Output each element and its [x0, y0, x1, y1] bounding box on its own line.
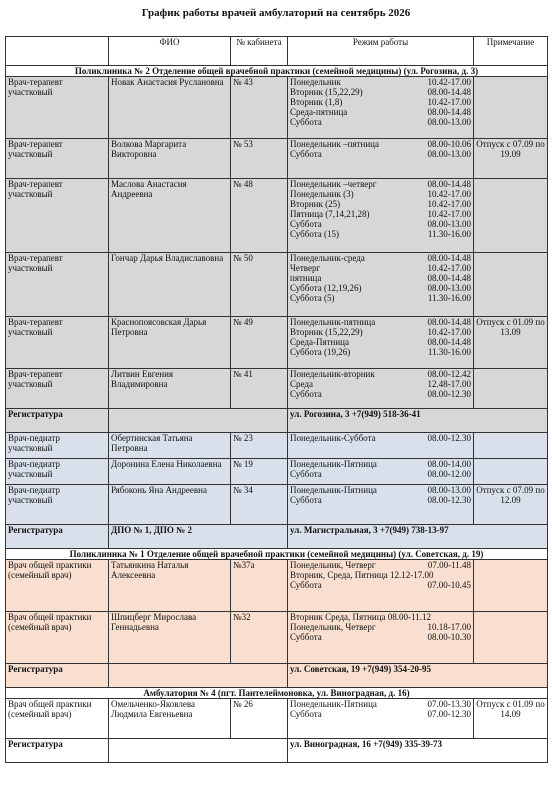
doctor-role: Врач-педиатр участковый — [6, 433, 109, 459]
registry-address-phone: ул. Рогозина, 3 +7(949) 518-36-41 — [288, 409, 548, 433]
schedule-line — [290, 699, 471, 709]
registry-row — [6, 664, 548, 688]
schedule-cell — [288, 179, 474, 253]
registry-label: Регистратура — [6, 409, 109, 433]
doctor-row — [6, 317, 548, 369]
schedule-line — [290, 709, 471, 719]
schedule-line — [290, 189, 471, 199]
doctor-name: Литвин Евгения Владимировна — [109, 369, 231, 409]
schedule-day: Вторник, Среда, Пятница 12.12-17.00 — [290, 570, 434, 580]
schedule-time: 08.00-14.48 — [427, 337, 471, 347]
registry-row — [6, 739, 548, 763]
schedule-time: 08.00-14.48 — [427, 273, 471, 283]
schedule-time: 10.42-17.00 — [427, 209, 471, 219]
schedule-line — [290, 580, 471, 590]
schedule-day: Среда-Пятница — [290, 337, 349, 347]
registry-departments — [109, 664, 288, 688]
doctor-role: Врач общей практики (семейный врач) — [6, 560, 109, 612]
doctor-row — [6, 369, 548, 409]
schedule-table — [5, 36, 548, 763]
schedule-line — [290, 273, 471, 283]
doctor-row — [6, 253, 548, 317]
doctor-row — [6, 699, 548, 739]
schedule-time: 08.00-14.48 — [427, 317, 471, 327]
room-number: № 26 — [231, 699, 288, 739]
schedule-time: 08.00-12.00 — [427, 469, 471, 479]
room-number: №32 — [231, 612, 288, 664]
schedule-day: Суббота — [290, 117, 322, 127]
room-number: № 48 — [231, 179, 288, 253]
room-number: №37а — [231, 560, 288, 612]
schedule-cell — [288, 699, 474, 739]
doctor-name: Татьянкина Наталья Алексеевна — [109, 560, 231, 612]
doctor-name: Омельченко-Яковлева Людмила Евгеньевна — [109, 699, 231, 739]
schedule-time: 08.00-12.30 — [427, 433, 471, 443]
section-heading: Амбулатория № 4 (пгт. Пантелеймоновка, ул. Виноградная, д. 16) — [6, 688, 548, 699]
schedule-line — [290, 209, 471, 219]
schedule-day: Понедельник –пятница — [290, 139, 379, 149]
doctor-role: Врач общей практики (семейный врач) — [6, 699, 109, 739]
schedule-day: Суббота (5) — [290, 293, 335, 303]
schedule-time: 12.48-17.00 — [427, 379, 471, 389]
registry-departments — [109, 409, 288, 433]
schedule-day: Понедельник-Пятница — [290, 699, 377, 709]
schedule-day: Суббота (15) — [290, 229, 339, 239]
header-row — [6, 37, 548, 66]
schedule-cell — [288, 485, 474, 525]
schedule-time: 11.30-16.00 — [427, 293, 471, 303]
schedule-time: 11.30-16.00 — [427, 347, 471, 357]
schedule-time: 08.00-13.00 — [427, 117, 471, 127]
schedule-line — [290, 622, 471, 632]
schedule-line — [290, 199, 471, 209]
doctor-name: Маслова Анастасия Андреевна — [109, 179, 231, 253]
schedule-day: Суббота — [290, 495, 322, 505]
schedule-line — [290, 433, 471, 443]
schedule-line — [290, 263, 471, 273]
schedule-line — [290, 459, 471, 469]
schedule-line — [290, 379, 471, 389]
registry-label: Регистратура — [6, 525, 109, 549]
note-cell — [474, 560, 548, 612]
schedule-cell — [288, 560, 474, 612]
schedule-cell — [288, 77, 474, 139]
doctor-name: Гончар Дарья Владиславовна — [109, 253, 231, 317]
doctor-name: Рябоконь Яна Андреевна — [109, 485, 231, 525]
schedule-line — [290, 317, 471, 327]
schedule-time: 08.00-12.42 — [427, 369, 471, 379]
room-number: № 43 — [231, 77, 288, 139]
schedule-day: Суббота — [290, 469, 322, 479]
schedule-day: Понедельник-Суббота — [290, 433, 376, 443]
schedule-time: 10.42-17.00 — [427, 77, 471, 87]
schedule-day: Вторник Среда, Пятница 08.00-11.12 — [290, 612, 431, 622]
schedule-time: 11.30-16.00 — [427, 229, 471, 239]
schedule-line — [290, 283, 471, 293]
schedule-time: 08.00-10.06 — [427, 139, 471, 149]
schedule-time: 08.00-10.30 — [427, 632, 471, 642]
schedule-day: Суббота (19,26) — [290, 347, 351, 357]
header-role — [6, 37, 109, 66]
schedule-line — [290, 485, 471, 495]
schedule-line — [290, 139, 471, 149]
schedule-day: Суббота — [290, 149, 322, 159]
schedule-line — [290, 347, 471, 357]
schedule-time: 08.00-14.00 — [427, 459, 471, 469]
schedule-day: Вторник (15,22,29) — [290, 87, 363, 97]
schedule-time: 08.00-13.00 — [427, 219, 471, 229]
room-number: № 19 — [231, 459, 288, 485]
schedule-day: Суббота — [290, 219, 322, 229]
schedule-day: Понедельник, Четверг — [290, 560, 376, 570]
schedule-day: Понедельник –четверг — [290, 179, 377, 189]
schedule-time: 10.42-17.00 — [427, 263, 471, 273]
registry-address-phone: ул. Советская, 19 +7(949) 354-20-95 — [288, 664, 548, 688]
schedule-time: 08.00-13.00 — [427, 149, 471, 159]
schedule-cell — [288, 139, 474, 179]
doctor-role: Врач общей практики (семейный врач) — [6, 612, 109, 664]
schedule-time: 07.00-10.45 — [427, 580, 471, 590]
schedule-time: 08.00-14.48 — [427, 253, 471, 263]
schedule-day: Суббота — [290, 632, 322, 642]
doctor-name: Новак Анастасия Руслановна — [109, 77, 231, 139]
schedule-time: 08.00-13.00 — [427, 485, 471, 495]
schedule-line — [290, 327, 471, 337]
doctor-role: Врач-педиатр участковый — [6, 459, 109, 485]
schedule-day: Понедельник-вторник — [290, 369, 375, 379]
header-name: ФИО — [109, 37, 231, 66]
schedule-day: Суббота — [290, 580, 322, 590]
schedule-line — [290, 97, 471, 107]
note-cell: Отпуск с 07.09 по 12.09 — [474, 485, 548, 525]
schedule-day: Вторник (1,8) — [290, 97, 343, 107]
schedule-time: 08.00-14.48 — [427, 179, 471, 189]
section-heading-row — [6, 66, 548, 77]
schedule-line — [290, 560, 471, 570]
registry-row — [6, 525, 548, 549]
schedule-line — [290, 107, 471, 117]
schedule-line — [290, 495, 471, 505]
schedule-line — [290, 117, 471, 127]
schedule-line — [290, 570, 471, 580]
header-schedule: Режим работы — [288, 37, 474, 66]
schedule-cell — [288, 433, 474, 459]
registry-departments — [109, 739, 288, 763]
schedule-time: 07.00-13.30 — [427, 699, 471, 709]
doctor-role: Врач-терапевт участковый — [6, 179, 109, 253]
schedule-day: Четверг — [290, 263, 321, 273]
doctor-name: Шпицберг Мирослава Геннадьевна — [109, 612, 231, 664]
schedule-line — [290, 293, 471, 303]
schedule-day: Вторник (25) — [290, 199, 341, 209]
schedule-time: 08.00-14.48 — [427, 87, 471, 97]
schedule-line — [290, 469, 471, 479]
schedule-day: Суббота — [290, 709, 322, 719]
note-cell — [474, 433, 548, 459]
schedule-cell — [288, 459, 474, 485]
section-heading: Поликлиника № 1 Отделение общей врачебной практики (семейной медицины) (ул. Советская, д. 19) — [6, 549, 548, 560]
schedule-line — [290, 229, 471, 239]
room-number: № 53 — [231, 139, 288, 179]
registry-label: Регистратура — [6, 739, 109, 763]
header-note: Примечание — [474, 37, 548, 66]
schedule-line — [290, 149, 471, 159]
doctor-role: Врач-терапевт участковый — [6, 139, 109, 179]
schedule-time: 10.18-17.00 — [427, 622, 471, 632]
schedule-time: 07.00-11.48 — [427, 560, 471, 570]
registry-row — [6, 409, 548, 433]
doctor-role: Врач-терапевт участковый — [6, 77, 109, 139]
room-number: № 34 — [231, 485, 288, 525]
section-heading: Поликлиника № 2 Отделение общей врачебной практики (семейной медицины) (ул. Рогозина, д. 3) — [6, 66, 548, 77]
schedule-day: Вторник (15,22,29) — [290, 327, 363, 337]
schedule-line — [290, 369, 471, 379]
schedule-line — [290, 219, 471, 229]
doctor-row — [6, 612, 548, 664]
schedule-day: Суббота (12,19,26) — [290, 283, 362, 293]
room-number: № 50 — [231, 253, 288, 317]
doctor-name: Краснопоясовская Дарья Петровна — [109, 317, 231, 369]
doctor-name: Обертинская Татьяна Петровна — [109, 433, 231, 459]
schedule-time: 07.00-12.30 — [427, 709, 471, 719]
room-number: № 41 — [231, 369, 288, 409]
schedule-day: Понедельник-среда — [290, 253, 365, 263]
schedule-day: Понедельник — [290, 77, 341, 87]
header-room: № кабинета — [231, 37, 288, 66]
page-title: График работы врачей амбулаторий на сентябрь 2026 — [141, 7, 411, 19]
schedule-cell — [288, 253, 474, 317]
schedule-cell — [288, 369, 474, 409]
schedule-day: пятница — [290, 273, 322, 283]
registry-address-phone: ул. Магистральная, 3 +7(949) 738-13-97 — [288, 525, 548, 549]
note-cell — [474, 459, 548, 485]
doctor-row — [6, 485, 548, 525]
schedule-time: 10.42-17.00 — [427, 189, 471, 199]
schedule-line — [290, 77, 471, 87]
doctor-row — [6, 459, 548, 485]
schedule-line — [290, 632, 471, 642]
schedule-time: 08.00-12.30 — [427, 495, 471, 505]
doctor-role: Врач-терапевт участковый — [6, 369, 109, 409]
schedule-day: Пятница (7,14,21,28) — [290, 209, 370, 219]
schedule-line — [290, 612, 471, 622]
room-number: № 23 — [231, 433, 288, 459]
schedule-time: 08.00-14.48 — [427, 107, 471, 117]
section-heading-row — [6, 549, 548, 560]
schedule-time: 10.42-17.00 — [427, 327, 471, 337]
note-cell — [474, 253, 548, 317]
schedule-line — [290, 87, 471, 97]
note-cell — [474, 369, 548, 409]
schedule-line — [290, 253, 471, 263]
schedule-day: Среда — [290, 379, 313, 389]
schedule-line — [290, 179, 471, 189]
note-cell: Отпуск с 01.09 по 14.09 — [474, 699, 548, 739]
doctor-name: Доронина Елена Николаевна — [109, 459, 231, 485]
room-number: № 49 — [231, 317, 288, 369]
schedule-day: Понедельник-Пятница — [290, 459, 377, 469]
schedule-day: Среда-пятница — [290, 107, 348, 117]
schedule-time: 10.42-17.00 — [427, 97, 471, 107]
doctor-role: Врач-терапевт участковый — [6, 253, 109, 317]
doctor-row — [6, 77, 548, 139]
schedule-day: Суббота — [290, 389, 322, 399]
schedule-day: Понедельник-пятница — [290, 317, 376, 327]
section-heading-row — [6, 688, 548, 699]
schedule-day: Понедельник, Четверг — [290, 622, 376, 632]
doctor-row — [6, 139, 548, 179]
schedule-line — [290, 389, 471, 399]
registry-departments: ДПО № 1, ДПО № 2 — [109, 525, 288, 549]
schedule-time: 10.42-17.00 — [427, 199, 471, 209]
schedule-time: 08.00-12.30 — [427, 389, 471, 399]
doctor-row — [6, 433, 548, 459]
registry-address-phone: ул. Виноградная, 16 +7(949) 335-39-73 — [288, 739, 548, 763]
schedule-day: Понедельник (3) — [290, 189, 354, 199]
schedule-time: 08.00-13.00 — [427, 283, 471, 293]
schedule-cell — [288, 317, 474, 369]
doctor-role: Врач-педиатр участковый — [6, 485, 109, 525]
registry-label: Регистратура — [6, 664, 109, 688]
doctor-name: Волкова Маргарита Викторовна — [109, 139, 231, 179]
doctor-row — [6, 179, 548, 253]
schedule-day: Понедельник-Пятница — [290, 485, 377, 495]
schedule-line — [290, 337, 471, 347]
note-cell — [474, 612, 548, 664]
note-cell — [474, 179, 548, 253]
doctor-row — [6, 560, 548, 612]
doctor-role: Врач-терапевт участковый — [6, 317, 109, 369]
note-cell — [474, 77, 548, 139]
schedule-cell — [288, 612, 474, 664]
note-cell: Отпуск с 01.09 по 13.09 — [474, 317, 548, 369]
note-cell: Отпуск с 07.09 по 19.09 — [474, 139, 548, 179]
